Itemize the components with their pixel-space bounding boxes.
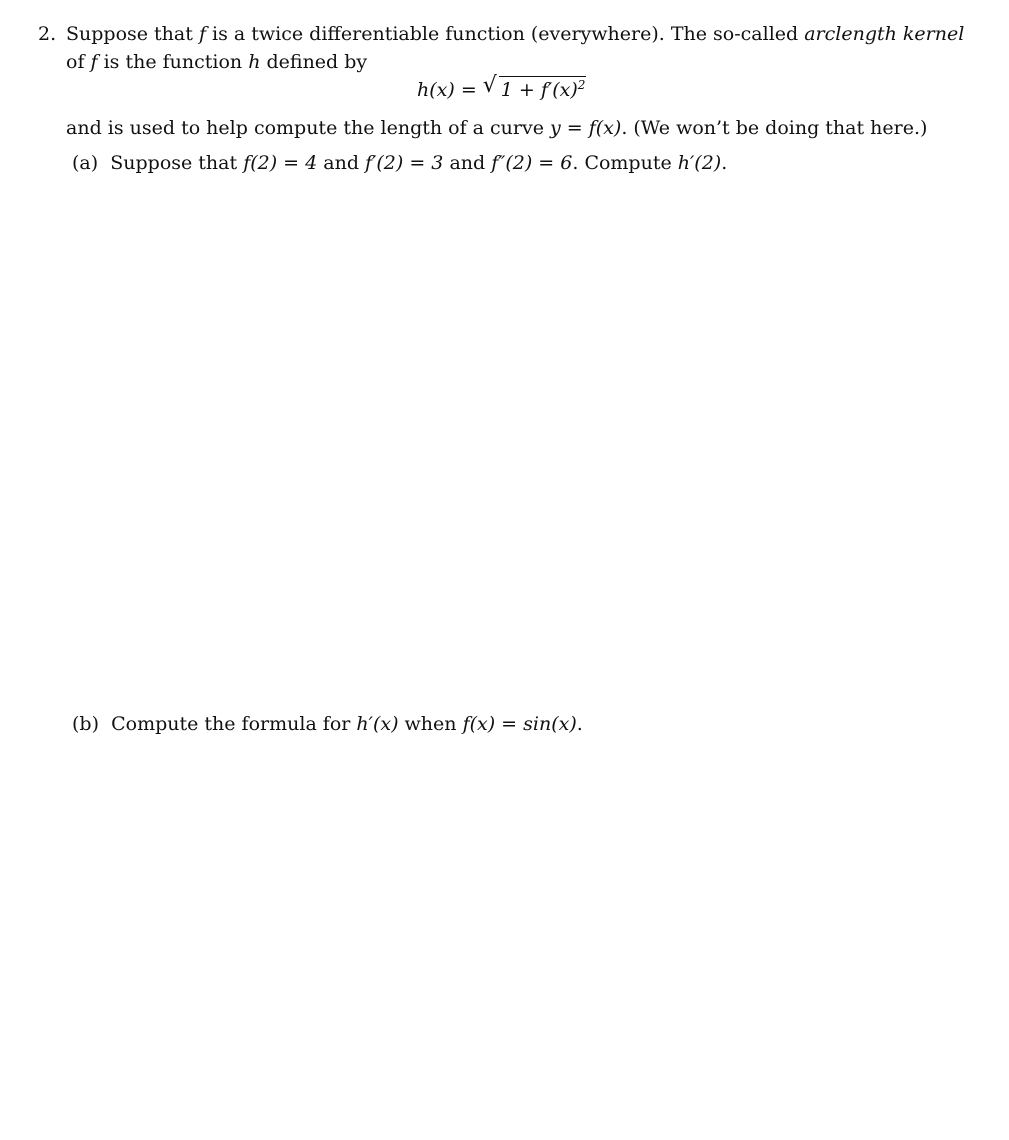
problem-intro-line-2: of f is the function h defined by: [66, 51, 368, 73]
problem-context-line: and is used to help compute the length of a curve y = f(x). (We won’t be doing that here.): [66, 117, 928, 139]
part-b-label: (b): [72, 713, 99, 735]
part-a: (a) Suppose that f(2) = 4 and f′(2) = 3 and f″(2) = 6. Compute h′(2).: [72, 152, 728, 174]
part-b: (b) Compute the formula for h′(x) when f(x) = sin(x).: [72, 713, 583, 735]
term-arclength-kernel: arclength kernel: [804, 23, 965, 45]
problem-intro-line-1: Suppose that f is a twice differentiable function (everywhere). The so-called arclength kernel: [66, 23, 965, 45]
part-a-label: (a): [72, 152, 99, 174]
arclength-kernel-equation: h(x) = √ $1 + f'(x)^2$: [417, 73, 586, 101]
radical-sign-icon: √: [482, 73, 497, 98]
square-root: √ $1 + f'(x)^2$: [482, 73, 586, 101]
problem-number: 2.: [38, 23, 57, 45]
